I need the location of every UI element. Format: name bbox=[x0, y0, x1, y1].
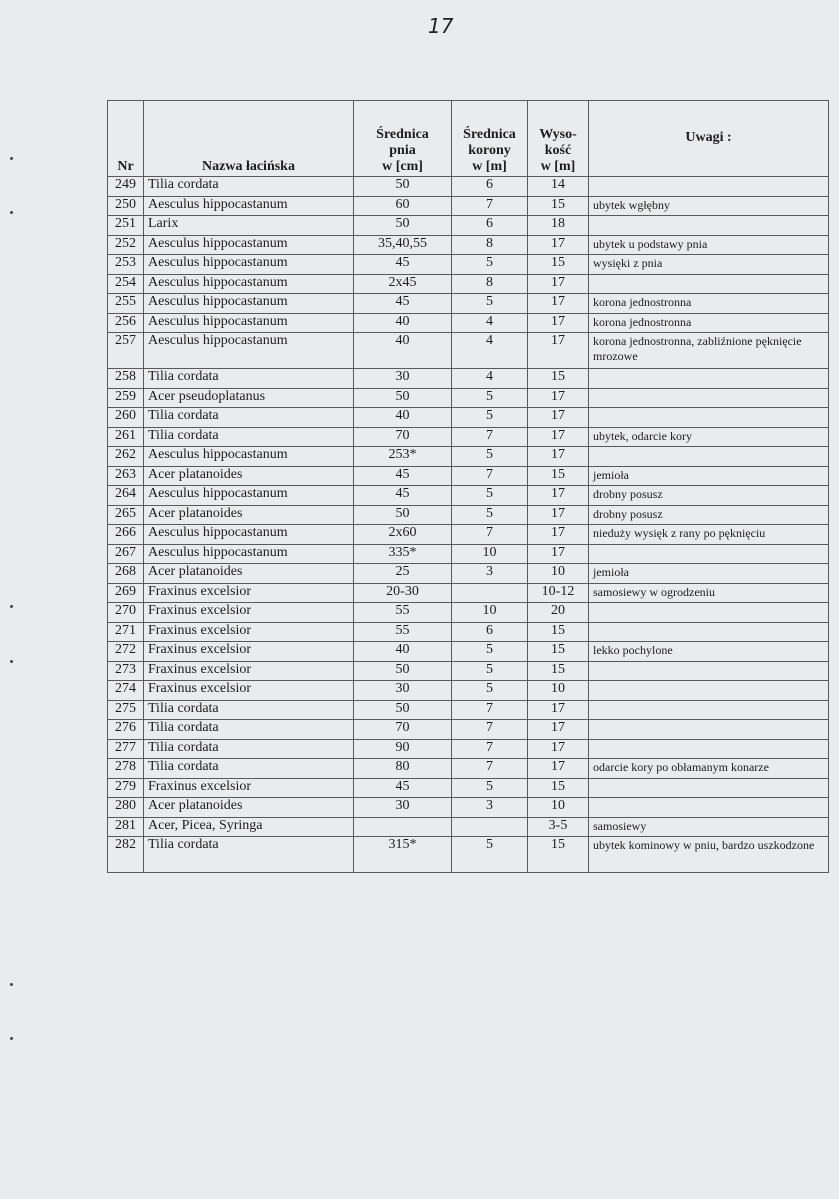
table-row bbox=[108, 274, 829, 294]
header-crown-line-2: korony bbox=[468, 143, 511, 158]
cell-trunk-diameter: 50 bbox=[354, 177, 452, 197]
cell-nr: 253 bbox=[108, 255, 144, 275]
cell-crown-diameter: 7 bbox=[452, 700, 528, 720]
cell-height: 20 bbox=[528, 603, 589, 623]
cell-crown-diameter: 4 bbox=[452, 313, 528, 333]
cell-crown-diameter: 6 bbox=[452, 216, 528, 236]
table-row bbox=[108, 681, 829, 701]
cell-trunk-diameter: 35,40,55 bbox=[354, 235, 452, 255]
cell-nr: 271 bbox=[108, 622, 144, 642]
cell-crown-diameter: 5 bbox=[452, 255, 528, 275]
cell-height: 17 bbox=[528, 486, 589, 506]
cell-height: 15 bbox=[528, 369, 589, 389]
cell-latin-name: Aesculus hippocastanum bbox=[144, 486, 354, 506]
cell-latin-name: Acer platanoides bbox=[144, 564, 354, 584]
cell-latin-name: Aesculus hippocastanum bbox=[144, 255, 354, 275]
cell-latin-name: Tilia cordata bbox=[144, 739, 354, 759]
cell-nr: 272 bbox=[108, 642, 144, 662]
cell-height: 17 bbox=[528, 505, 589, 525]
cell-latin-name: Fraxinus excelsior bbox=[144, 778, 354, 798]
cell-nr: 279 bbox=[108, 778, 144, 798]
cell-trunk-diameter: 25 bbox=[354, 564, 452, 584]
cell-latin-name: Tilia cordata bbox=[144, 177, 354, 197]
cell-latin-name: Tilia cordata bbox=[144, 369, 354, 389]
cell-trunk-diameter: 60 bbox=[354, 196, 452, 216]
cell-trunk-diameter: 315* bbox=[354, 837, 452, 873]
cell-height: 17 bbox=[528, 274, 589, 294]
cell-nr: 270 bbox=[108, 603, 144, 623]
cell-height: 17 bbox=[528, 700, 589, 720]
cell-crown-diameter: 5 bbox=[452, 661, 528, 681]
cell-nr: 281 bbox=[108, 817, 144, 837]
cell-notes bbox=[589, 544, 829, 564]
cell-height: 17 bbox=[528, 313, 589, 333]
table-row bbox=[108, 466, 829, 486]
cell-notes bbox=[589, 661, 829, 681]
table-row bbox=[108, 408, 829, 428]
cell-height: 17 bbox=[528, 388, 589, 408]
cell-latin-name: Acer platanoides bbox=[144, 798, 354, 818]
cell-latin-name: Acer platanoides bbox=[144, 505, 354, 525]
cell-nr: 259 bbox=[108, 388, 144, 408]
table-row bbox=[108, 564, 829, 584]
cell-height: 15 bbox=[528, 466, 589, 486]
cell-latin-name: Aesculus hippocastanum bbox=[144, 447, 354, 467]
cell-latin-name: Fraxinus excelsior bbox=[144, 661, 354, 681]
header-crown-diameter bbox=[452, 101, 528, 177]
cell-trunk-diameter: 20-30 bbox=[354, 583, 452, 603]
header-row bbox=[108, 101, 829, 177]
cell-crown-diameter: 10 bbox=[452, 603, 528, 623]
cell-notes bbox=[589, 700, 829, 720]
cell-nr: 251 bbox=[108, 216, 144, 236]
header-crown-line-1: Średnica bbox=[463, 127, 516, 142]
cell-notes: nieduży wysięk z rany po pęknięciu bbox=[589, 525, 829, 545]
cell-height: 3-5 bbox=[528, 817, 589, 837]
cell-height: 15 bbox=[528, 778, 589, 798]
cell-crown-diameter: 10 bbox=[452, 544, 528, 564]
cell-notes bbox=[589, 408, 829, 428]
cell-notes bbox=[589, 369, 829, 389]
cell-notes bbox=[589, 739, 829, 759]
cell-notes bbox=[589, 388, 829, 408]
cell-latin-name: Acer platanoides bbox=[144, 466, 354, 486]
cell-crown-diameter: 7 bbox=[452, 466, 528, 486]
cell-trunk-diameter: 50 bbox=[354, 388, 452, 408]
table-row bbox=[108, 505, 829, 525]
cell-nr: 256 bbox=[108, 313, 144, 333]
cell-crown-diameter: 4 bbox=[452, 333, 528, 369]
cell-crown-diameter: 5 bbox=[452, 778, 528, 798]
table-row bbox=[108, 798, 829, 818]
cell-trunk-diameter: 45 bbox=[354, 294, 452, 314]
cell-notes bbox=[589, 216, 829, 236]
cell-height: 17 bbox=[528, 408, 589, 428]
table-row bbox=[108, 235, 829, 255]
cell-notes: samosiewy bbox=[589, 817, 829, 837]
cell-height: 10 bbox=[528, 798, 589, 818]
table-row bbox=[108, 369, 829, 389]
cell-height: 15 bbox=[528, 196, 589, 216]
cell-crown-diameter: 5 bbox=[452, 447, 528, 467]
cell-latin-name: Larix bbox=[144, 216, 354, 236]
cell-nr: 250 bbox=[108, 196, 144, 216]
cell-latin-name: Fraxinus excelsior bbox=[144, 603, 354, 623]
cell-trunk-diameter: 90 bbox=[354, 739, 452, 759]
table-row bbox=[108, 255, 829, 275]
cell-crown-diameter bbox=[452, 583, 528, 603]
header-latin-name: Nazwa łacińska bbox=[144, 101, 354, 177]
cell-trunk-diameter: 50 bbox=[354, 216, 452, 236]
cell-trunk-diameter: 70 bbox=[354, 427, 452, 447]
table-row bbox=[108, 817, 829, 837]
cell-trunk-diameter: 30 bbox=[354, 681, 452, 701]
cell-height: 17 bbox=[528, 427, 589, 447]
cell-latin-name: Tilia cordata bbox=[144, 837, 354, 873]
cell-crown-diameter: 6 bbox=[452, 177, 528, 197]
cell-notes bbox=[589, 447, 829, 467]
cell-trunk-diameter: 50 bbox=[354, 700, 452, 720]
cell-trunk-diameter: 50 bbox=[354, 661, 452, 681]
cell-latin-name: Fraxinus excelsior bbox=[144, 583, 354, 603]
cell-latin-name: Tilia cordata bbox=[144, 759, 354, 779]
cell-nr: 263 bbox=[108, 466, 144, 486]
cell-latin-name: Aesculus hippocastanum bbox=[144, 313, 354, 333]
cell-notes bbox=[589, 720, 829, 740]
table-row bbox=[108, 642, 829, 662]
table-row bbox=[108, 427, 829, 447]
cell-notes bbox=[589, 603, 829, 623]
cell-crown-diameter: 5 bbox=[452, 486, 528, 506]
cell-latin-name: Fraxinus excelsior bbox=[144, 681, 354, 701]
scan-mark bbox=[10, 660, 13, 663]
cell-crown-diameter: 7 bbox=[452, 739, 528, 759]
cell-nr: 249 bbox=[108, 177, 144, 197]
table-row bbox=[108, 583, 829, 603]
cell-nr: 254 bbox=[108, 274, 144, 294]
cell-trunk-diameter: 2x60 bbox=[354, 525, 452, 545]
table-row bbox=[108, 313, 829, 333]
cell-trunk-diameter: 253* bbox=[354, 447, 452, 467]
cell-nr: 280 bbox=[108, 798, 144, 818]
cell-latin-name: Aesculus hippocastanum bbox=[144, 544, 354, 564]
cell-height: 17 bbox=[528, 294, 589, 314]
header-height-line-1: Wyso- bbox=[539, 127, 577, 142]
header-trunk-line-1: Średnica bbox=[376, 127, 429, 142]
cell-latin-name: Fraxinus excelsior bbox=[144, 622, 354, 642]
cell-height: 17 bbox=[528, 525, 589, 545]
table-row bbox=[108, 720, 829, 740]
table-row bbox=[108, 544, 829, 564]
cell-crown-diameter bbox=[452, 817, 528, 837]
table-row bbox=[108, 447, 829, 467]
cell-nr: 269 bbox=[108, 583, 144, 603]
cell-trunk-diameter bbox=[354, 817, 452, 837]
tree-inventory-table bbox=[107, 100, 829, 873]
cell-notes bbox=[589, 622, 829, 642]
cell-nr: 258 bbox=[108, 369, 144, 389]
cell-height: 18 bbox=[528, 216, 589, 236]
scan-mark bbox=[10, 983, 13, 986]
cell-crown-diameter: 5 bbox=[452, 837, 528, 873]
table-row bbox=[108, 622, 829, 642]
cell-height: 15 bbox=[528, 837, 589, 873]
cell-crown-diameter: 5 bbox=[452, 642, 528, 662]
cell-latin-name: Aesculus hippocastanum bbox=[144, 196, 354, 216]
cell-height: 17 bbox=[528, 739, 589, 759]
cell-nr: 268 bbox=[108, 564, 144, 584]
scan-mark bbox=[10, 605, 13, 608]
scan-mark bbox=[10, 157, 13, 160]
cell-trunk-diameter: 55 bbox=[354, 603, 452, 623]
cell-nr: 267 bbox=[108, 544, 144, 564]
table-row bbox=[108, 196, 829, 216]
cell-crown-diameter: 6 bbox=[452, 622, 528, 642]
cell-nr: 257 bbox=[108, 333, 144, 369]
cell-notes: drobny posusz bbox=[589, 505, 829, 525]
cell-trunk-diameter: 45 bbox=[354, 778, 452, 798]
cell-crown-diameter: 7 bbox=[452, 759, 528, 779]
cell-crown-diameter: 8 bbox=[452, 235, 528, 255]
table-row bbox=[108, 486, 829, 506]
cell-nr: 265 bbox=[108, 505, 144, 525]
cell-height: 15 bbox=[528, 642, 589, 662]
cell-latin-name: Tilia cordata bbox=[144, 408, 354, 428]
cell-crown-diameter: 7 bbox=[452, 196, 528, 216]
cell-nr: 264 bbox=[108, 486, 144, 506]
header-trunk-line-3: w [cm] bbox=[382, 159, 423, 174]
table-row bbox=[108, 837, 829, 873]
cell-height: 17 bbox=[528, 333, 589, 369]
cell-nr: 282 bbox=[108, 837, 144, 873]
scan-mark bbox=[10, 211, 13, 214]
cell-latin-name: Aesculus hippocastanum bbox=[144, 235, 354, 255]
cell-notes bbox=[589, 274, 829, 294]
cell-notes: korona jednostronna bbox=[589, 313, 829, 333]
cell-trunk-diameter: 45 bbox=[354, 486, 452, 506]
table-row bbox=[108, 778, 829, 798]
cell-nr: 277 bbox=[108, 739, 144, 759]
table-row bbox=[108, 177, 829, 197]
cell-trunk-diameter: 40 bbox=[354, 408, 452, 428]
cell-notes: lekko pochylone bbox=[589, 642, 829, 662]
cell-nr: 274 bbox=[108, 681, 144, 701]
cell-height: 14 bbox=[528, 177, 589, 197]
cell-crown-diameter: 5 bbox=[452, 408, 528, 428]
page-number: 17 bbox=[428, 14, 454, 38]
cell-nr: 252 bbox=[108, 235, 144, 255]
table-row bbox=[108, 759, 829, 779]
cell-latin-name: Aesculus hippocastanum bbox=[144, 525, 354, 545]
cell-nr: 276 bbox=[108, 720, 144, 740]
table-row bbox=[108, 739, 829, 759]
header-notes: Uwagi : bbox=[589, 101, 829, 177]
cell-notes bbox=[589, 778, 829, 798]
cell-height: 15 bbox=[528, 661, 589, 681]
cell-notes: ubytek kominowy w pniu, bardzo uszkodzone bbox=[589, 837, 829, 873]
cell-latin-name: Aesculus hippocastanum bbox=[144, 333, 354, 369]
cell-latin-name: Tilia cordata bbox=[144, 720, 354, 740]
table-row bbox=[108, 661, 829, 681]
cell-crown-diameter: 5 bbox=[452, 388, 528, 408]
cell-notes: drobny posusz bbox=[589, 486, 829, 506]
cell-height: 17 bbox=[528, 544, 589, 564]
cell-height: 10-12 bbox=[528, 583, 589, 603]
cell-crown-diameter: 7 bbox=[452, 525, 528, 545]
cell-trunk-diameter: 40 bbox=[354, 313, 452, 333]
cell-trunk-diameter: 45 bbox=[354, 466, 452, 486]
cell-notes: jemioła bbox=[589, 466, 829, 486]
cell-nr: 260 bbox=[108, 408, 144, 428]
cell-height: 15 bbox=[528, 622, 589, 642]
cell-height: 17 bbox=[528, 720, 589, 740]
cell-notes: ubytek, odarcie kory bbox=[589, 427, 829, 447]
cell-crown-diameter: 5 bbox=[452, 294, 528, 314]
scan-mark bbox=[10, 1037, 13, 1040]
table-row bbox=[108, 700, 829, 720]
cell-trunk-diameter: 55 bbox=[354, 622, 452, 642]
cell-nr: 273 bbox=[108, 661, 144, 681]
cell-trunk-diameter: 30 bbox=[354, 798, 452, 818]
header-nr: Nr bbox=[108, 101, 144, 177]
cell-notes: samosiewy w ogrodzeniu bbox=[589, 583, 829, 603]
cell-crown-diameter: 3 bbox=[452, 798, 528, 818]
cell-trunk-diameter: 70 bbox=[354, 720, 452, 740]
cell-crown-diameter: 7 bbox=[452, 427, 528, 447]
cell-trunk-diameter: 50 bbox=[354, 505, 452, 525]
table-row bbox=[108, 525, 829, 545]
cell-notes: wysięki z pnia bbox=[589, 255, 829, 275]
cell-trunk-diameter: 80 bbox=[354, 759, 452, 779]
cell-crown-diameter: 5 bbox=[452, 681, 528, 701]
header-height-line-2: kość bbox=[544, 143, 572, 158]
header-crown-line-3: w [m] bbox=[472, 159, 507, 174]
cell-nr: 261 bbox=[108, 427, 144, 447]
header-height bbox=[528, 101, 589, 177]
cell-latin-name: Aesculus hippocastanum bbox=[144, 294, 354, 314]
cell-trunk-diameter: 335* bbox=[354, 544, 452, 564]
cell-height: 17 bbox=[528, 235, 589, 255]
cell-height: 10 bbox=[528, 681, 589, 701]
cell-nr: 255 bbox=[108, 294, 144, 314]
cell-crown-diameter: 4 bbox=[452, 369, 528, 389]
cell-nr: 278 bbox=[108, 759, 144, 779]
cell-notes: ubytek wgłębny bbox=[589, 196, 829, 216]
cell-height: 17 bbox=[528, 759, 589, 779]
table-row bbox=[108, 294, 829, 314]
cell-latin-name: Aesculus hippocastanum bbox=[144, 274, 354, 294]
table-row bbox=[108, 333, 829, 369]
header-height-line-3: w [m] bbox=[540, 159, 576, 174]
cell-height: 10 bbox=[528, 564, 589, 584]
cell-notes: ubytek u podstawy pnia bbox=[589, 235, 829, 255]
cell-nr: 266 bbox=[108, 525, 144, 545]
cell-notes: jemioła bbox=[589, 564, 829, 584]
cell-latin-name: Tilia cordata bbox=[144, 427, 354, 447]
cell-trunk-diameter: 40 bbox=[354, 642, 452, 662]
cell-notes bbox=[589, 798, 829, 818]
table-row bbox=[108, 388, 829, 408]
cell-notes bbox=[589, 177, 829, 197]
cell-notes bbox=[589, 681, 829, 701]
cell-nr: 262 bbox=[108, 447, 144, 467]
cell-nr: 275 bbox=[108, 700, 144, 720]
cell-notes: korona jednostronna bbox=[589, 294, 829, 314]
cell-latin-name: Acer pseudoplatanus bbox=[144, 388, 354, 408]
cell-latin-name: Fraxinus excelsior bbox=[144, 642, 354, 662]
cell-crown-diameter: 3 bbox=[452, 564, 528, 584]
cell-notes: odarcie kory po obłamanym konarze bbox=[589, 759, 829, 779]
header-trunk-line-2: pnia bbox=[389, 143, 416, 158]
cell-latin-name: Tilia cordata bbox=[144, 700, 354, 720]
cell-trunk-diameter: 40 bbox=[354, 333, 452, 369]
table-row bbox=[108, 603, 829, 623]
cell-crown-diameter: 5 bbox=[452, 505, 528, 525]
cell-crown-diameter: 7 bbox=[452, 720, 528, 740]
cell-height: 15 bbox=[528, 255, 589, 275]
table-row bbox=[108, 216, 829, 236]
cell-trunk-diameter: 30 bbox=[354, 369, 452, 389]
cell-trunk-diameter: 45 bbox=[354, 255, 452, 275]
cell-crown-diameter: 8 bbox=[452, 274, 528, 294]
header-trunk-diameter bbox=[354, 101, 452, 177]
cell-height: 17 bbox=[528, 447, 589, 467]
cell-latin-name: Acer, Picea, Syringa bbox=[144, 817, 354, 837]
cell-notes: korona jednostronna, zabliźnione pęknięcie mrozowe bbox=[589, 333, 829, 369]
cell-trunk-diameter: 2x45 bbox=[354, 274, 452, 294]
